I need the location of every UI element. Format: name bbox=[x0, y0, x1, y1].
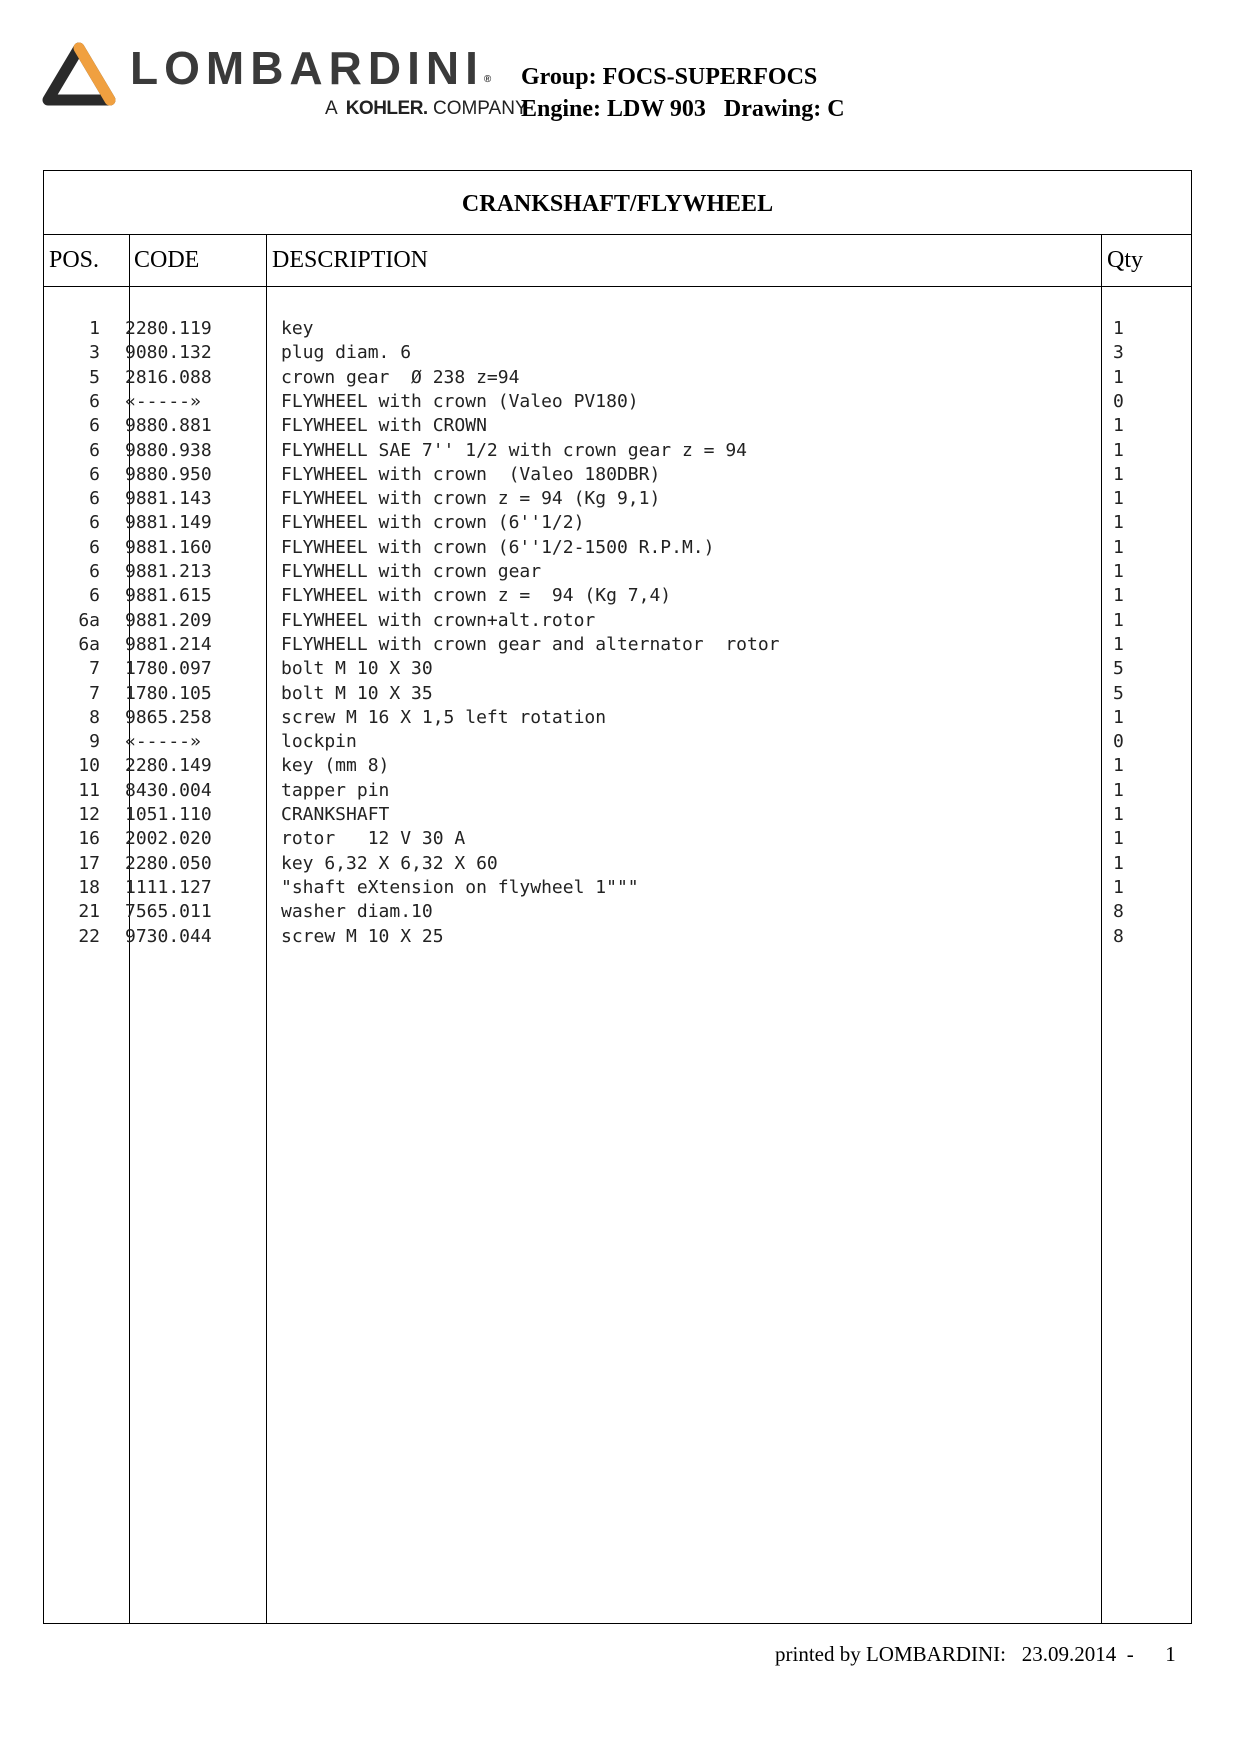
column-header-description: DESCRIPTION bbox=[272, 247, 429, 273]
table-row bbox=[44, 511, 1191, 535]
description-cell: washer diam.10 bbox=[281, 901, 433, 923]
code-cell: 1780.105 bbox=[125, 682, 212, 704]
column-header-code: CODE bbox=[134, 247, 200, 273]
description-cell: FLYWHEEL with crown (6''1/2-1500 R.P.M.) bbox=[281, 536, 715, 558]
code-cell: 8430.004 bbox=[125, 779, 212, 801]
pos-cell: 6 bbox=[89, 585, 100, 607]
code-cell: 2002.020 bbox=[125, 828, 212, 850]
code-cell: 9880.938 bbox=[125, 439, 212, 461]
description-cell: key bbox=[281, 318, 314, 339]
pos-cell: 6 bbox=[89, 415, 100, 437]
pos-cell: 6 bbox=[89, 488, 100, 510]
code-cell: 9881.214 bbox=[125, 633, 212, 655]
code-cell: «-----» bbox=[125, 390, 201, 412]
pos-cell: 5 bbox=[89, 366, 100, 388]
table-row bbox=[44, 803, 1191, 827]
pos-cell: 6 bbox=[89, 463, 100, 485]
code-cell: 7565.011 bbox=[125, 901, 212, 923]
pos-cell: 6 bbox=[89, 536, 100, 558]
description-cell: FLYWHELL with crown gear bbox=[281, 561, 542, 582]
code-cell: 9881.615 bbox=[125, 585, 212, 607]
table-row bbox=[44, 682, 1191, 706]
qty-cell: 3 bbox=[1113, 342, 1124, 364]
qty-cell: 8 bbox=[1113, 925, 1124, 947]
code-cell: 1780.097 bbox=[125, 658, 212, 680]
description-cell: FLYWHEEL with crown+alt.rotor bbox=[281, 609, 596, 631]
qty-cell: 1 bbox=[1113, 439, 1124, 461]
table-row bbox=[44, 657, 1191, 681]
triangle-logo-icon bbox=[42, 42, 116, 106]
description-cell: lockpin bbox=[281, 731, 357, 753]
group-heading: Group: FOCS-SUPERFOCS bbox=[521, 64, 818, 90]
description-cell: FLYWHEEL with crown z = 94 (Kg 9,1) bbox=[281, 488, 661, 510]
printed-by-label: printed by LOMBARDINI: bbox=[775, 1642, 1006, 1666]
table-row bbox=[44, 633, 1191, 657]
qty-cell: 5 bbox=[1113, 682, 1124, 704]
code-cell: 9880.881 bbox=[125, 415, 212, 437]
description-cell: bolt M 10 X 35 bbox=[281, 682, 433, 704]
description-cell: FLYWHELL with crown gear and alternator rotor bbox=[281, 633, 780, 655]
table-row bbox=[44, 706, 1191, 730]
pos-cell: 22 bbox=[78, 925, 100, 947]
qty-cell: 1 bbox=[1113, 512, 1124, 534]
pos-cell: 17 bbox=[78, 852, 100, 874]
qty-cell: 1 bbox=[1113, 706, 1124, 728]
code-cell: 1051.110 bbox=[125, 804, 212, 825]
table-row bbox=[44, 414, 1191, 438]
page-number: 1 bbox=[1165, 1642, 1176, 1666]
table-row bbox=[44, 366, 1191, 390]
qty-cell: 5 bbox=[1113, 658, 1124, 680]
description-cell: FLYWHELL SAE 7'' 1/2 with crown gear z = 94 bbox=[281, 439, 747, 461]
description-cell: FLYWHEEL with CROWN bbox=[281, 415, 487, 437]
table-row bbox=[44, 754, 1191, 778]
pos-cell: 6a bbox=[78, 633, 100, 655]
pos-cell: 6a bbox=[78, 609, 100, 631]
pos-cell: 6 bbox=[89, 512, 100, 534]
code-cell: 9881.209 bbox=[125, 609, 212, 631]
code-cell: 2280.119 bbox=[125, 318, 212, 339]
qty-cell: 1 bbox=[1113, 828, 1124, 850]
table-row bbox=[44, 730, 1191, 754]
print-footer bbox=[775, 1642, 1176, 1667]
column-header-qty: Qty bbox=[1107, 247, 1143, 273]
table-row bbox=[44, 876, 1191, 900]
table-row bbox=[44, 341, 1191, 365]
footer-separator: - bbox=[1126, 1642, 1134, 1666]
description-cell: plug diam. 6 bbox=[281, 342, 412, 364]
code-cell: 9881.149 bbox=[125, 512, 212, 534]
code-cell: 2280.050 bbox=[125, 852, 212, 874]
engine-drawing-heading bbox=[521, 96, 845, 123]
description-cell: screw M 16 X 1,5 left rotation bbox=[281, 706, 607, 728]
code-cell: «-----» bbox=[125, 731, 201, 753]
pos-cell: 9 bbox=[89, 731, 100, 753]
qty-cell: 1 bbox=[1113, 366, 1124, 388]
logo-wordmark: LOMBARDINI® bbox=[130, 42, 492, 94]
qty-cell: 1 bbox=[1113, 755, 1124, 777]
table-row bbox=[44, 536, 1191, 560]
qty-cell: 0 bbox=[1113, 731, 1124, 753]
table-row bbox=[44, 584, 1191, 608]
table-row bbox=[44, 560, 1191, 584]
qty-cell: 1 bbox=[1113, 415, 1124, 437]
description-cell: bolt M 10 X 30 bbox=[281, 658, 433, 680]
qty-cell: 1 bbox=[1113, 318, 1124, 339]
description-cell: "shaft eXtension on flywheel 1""" bbox=[281, 876, 639, 898]
engine-label: Engine: LDW 903 bbox=[521, 96, 706, 122]
code-cell: 2280.149 bbox=[125, 755, 212, 777]
description-cell: key (mm 8) bbox=[281, 755, 390, 777]
description-cell: FLYWHEEL with crown (Valeo 180DBR) bbox=[281, 463, 661, 485]
qty-cell: 1 bbox=[1113, 536, 1124, 558]
pos-cell: 16 bbox=[78, 828, 100, 850]
qty-cell: 8 bbox=[1113, 901, 1124, 923]
table-row bbox=[44, 609, 1191, 633]
table-row bbox=[44, 463, 1191, 487]
code-cell: 1111.127 bbox=[125, 876, 212, 898]
qty-cell: 1 bbox=[1113, 876, 1124, 898]
pos-cell: 1 bbox=[89, 318, 100, 339]
table-row bbox=[44, 827, 1191, 851]
parts-table bbox=[43, 170, 1192, 1624]
qty-cell: 1 bbox=[1113, 633, 1124, 655]
table-row bbox=[44, 900, 1191, 924]
description-cell: FLYWHEEL with crown z = 94 (Kg 7,4) bbox=[281, 585, 672, 607]
print-date: 23.09.2014 bbox=[1021, 1642, 1117, 1666]
code-cell: 9881.160 bbox=[125, 536, 212, 558]
pos-cell: 10 bbox=[78, 755, 100, 777]
qty-cell: 1 bbox=[1113, 852, 1124, 874]
description-cell: rotor 12 V 30 A bbox=[281, 828, 466, 850]
code-cell: 9865.258 bbox=[125, 706, 212, 728]
table-row bbox=[44, 439, 1191, 463]
table-row bbox=[44, 779, 1191, 803]
code-cell: 2816.088 bbox=[125, 366, 212, 388]
column-header-pos: POS. bbox=[49, 247, 100, 273]
pos-cell: 21 bbox=[78, 901, 100, 923]
pos-cell: 11 bbox=[78, 779, 100, 801]
pos-cell: 8 bbox=[89, 706, 100, 728]
qty-cell: 1 bbox=[1113, 488, 1124, 510]
description-cell: FLYWHEEL with crown (Valeo PV180) bbox=[281, 390, 639, 412]
table-row bbox=[44, 390, 1191, 414]
description-cell: CRANKSHAFT bbox=[281, 804, 390, 825]
pos-cell: 6 bbox=[89, 439, 100, 461]
description-cell: FLYWHEEL with crown (6''1/2) bbox=[281, 512, 585, 534]
table-row bbox=[44, 317, 1191, 341]
description-cell: key 6,32 X 6,32 X 60 bbox=[281, 852, 498, 874]
qty-cell: 1 bbox=[1113, 609, 1124, 631]
pos-cell: 18 bbox=[78, 876, 100, 898]
code-cell: 9880.950 bbox=[125, 463, 212, 485]
qty-cell: 0 bbox=[1113, 390, 1124, 412]
code-cell: 9881.143 bbox=[125, 488, 212, 510]
qty-cell: 1 bbox=[1113, 463, 1124, 485]
drawing-label: Drawing: C bbox=[723, 96, 845, 122]
qty-cell: 1 bbox=[1113, 585, 1124, 607]
pos-cell: 3 bbox=[89, 342, 100, 364]
pos-cell: 7 bbox=[89, 658, 100, 680]
table-row bbox=[44, 925, 1191, 949]
code-cell: 9730.044 bbox=[125, 925, 212, 947]
lombardini-logo bbox=[42, 40, 562, 120]
description-cell: screw M 10 X 25 bbox=[281, 925, 444, 947]
pos-cell: 7 bbox=[89, 682, 100, 704]
qty-cell: 1 bbox=[1113, 561, 1124, 582]
table-title: CRANKSHAFT/FLYWHEEL bbox=[44, 171, 1191, 235]
qty-cell: 1 bbox=[1113, 779, 1124, 801]
code-cell: 9881.213 bbox=[125, 561, 212, 582]
column-headers bbox=[44, 235, 1191, 287]
logo-subtitle: A KOHLER. COMPANY bbox=[325, 98, 528, 119]
qty-cell: 1 bbox=[1113, 804, 1124, 825]
pos-cell: 6 bbox=[89, 390, 100, 412]
pos-cell: 6 bbox=[89, 561, 100, 582]
description-cell: crown gear Ø 238 z=94 bbox=[281, 366, 520, 388]
table-row bbox=[44, 487, 1191, 511]
code-cell: 9080.132 bbox=[125, 342, 212, 364]
pos-cell: 12 bbox=[78, 804, 100, 825]
table-row bbox=[44, 852, 1191, 876]
description-cell: tapper pin bbox=[281, 779, 390, 801]
